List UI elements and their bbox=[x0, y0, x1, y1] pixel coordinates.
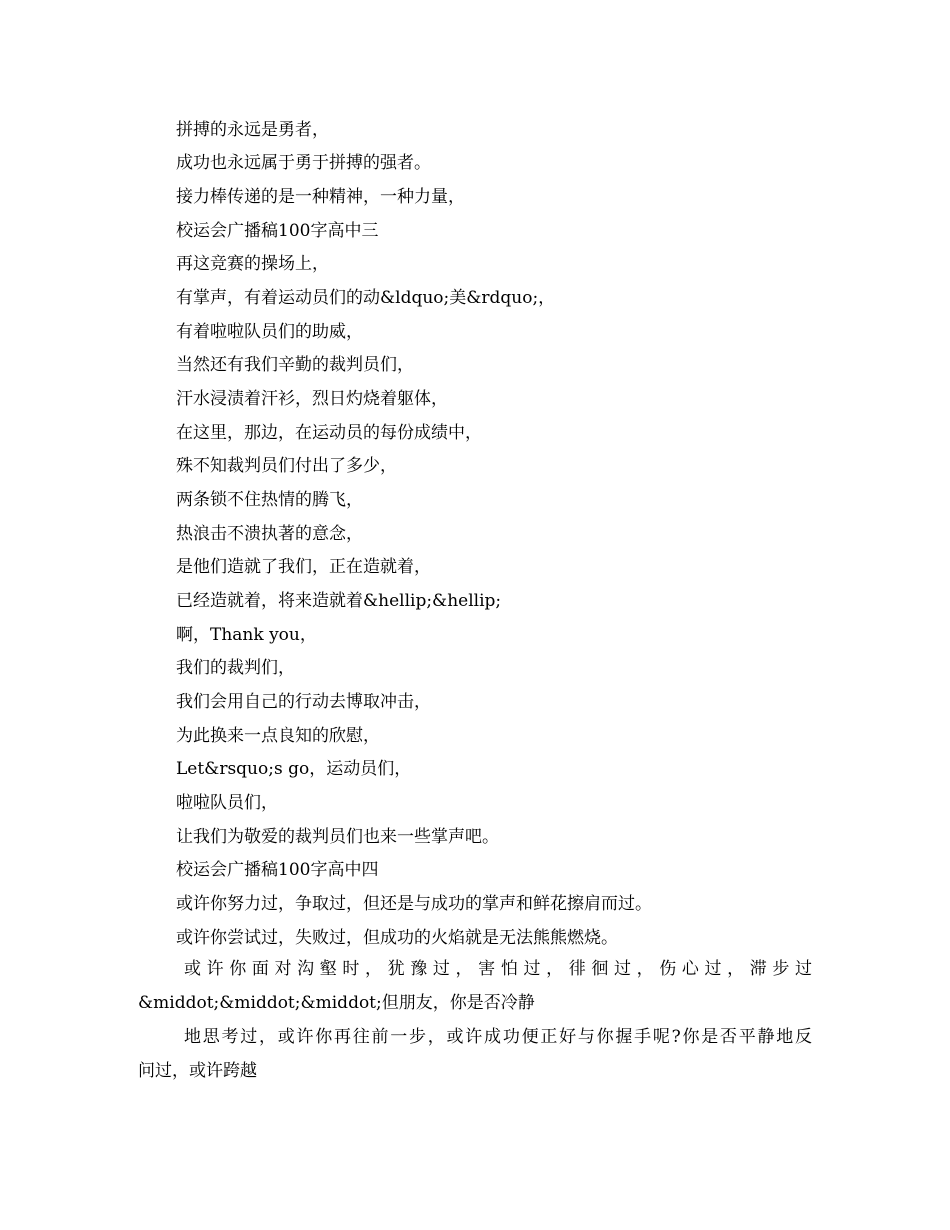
text-line: 啊，Thank you， bbox=[176, 625, 317, 645]
text-line: 已经造就着，将来造就着&hellip;&hellip; bbox=[176, 591, 502, 611]
text-line: 在这里，那边，在运动员的每份成绩中， bbox=[176, 423, 482, 443]
text-line: 两条锁不住热情的腾飞， bbox=[176, 490, 363, 510]
text-line: 是他们造就了我们，正在造就着， bbox=[176, 557, 431, 577]
text-line: 当然还有我们辛勤的裁判员们， bbox=[176, 355, 414, 375]
text-line: 热浪击不溃执著的意念， bbox=[176, 524, 363, 544]
paragraph bbox=[138, 1020, 812, 1088]
text-line: 殊不知裁判员们付出了多少， bbox=[176, 456, 397, 476]
text-line: 或许你努力过，争取过，但还是与成功的掌声和鲜花擦肩而过。 bbox=[176, 894, 652, 914]
text-line: 汗水浸渍着汗衫，烈日灼烧着躯体， bbox=[176, 389, 448, 409]
text-line: Let&rsquo;s go，运动员们， bbox=[176, 759, 412, 779]
text-line: 或许你尝试过，失败过，但成功的火焰就是无法熊熊燃烧。 bbox=[176, 928, 618, 948]
text-line: 让我们为敬爱的裁判员们也来一些掌声吧。 bbox=[176, 827, 499, 847]
text-line: 我们的裁判们， bbox=[176, 658, 295, 678]
text-line: 我们会用自己的行动去博取冲击， bbox=[176, 692, 431, 712]
text-line: 啦啦队员们， bbox=[176, 793, 278, 813]
text-line: 接力棒传递的是一种精神，一种力量， bbox=[176, 187, 465, 207]
paragraph-continuation: 问过，或许跨越 bbox=[138, 1061, 257, 1081]
paragraph-continuation: &middot;&middot;&middot;但朋友，你是否冷静 bbox=[138, 993, 535, 1013]
paragraph-first-line: 或许你面对沟壑时，犹豫过，害怕过，徘徊过，伤心过，滞步过 bbox=[184, 959, 812, 979]
paragraph bbox=[138, 952, 812, 1020]
text-line: 拼搏的永远是勇者， bbox=[176, 120, 329, 140]
text-line: 再这竞赛的操场上， bbox=[176, 254, 329, 274]
text-line: 成功也永远属于勇于拼搏的强者。 bbox=[176, 153, 431, 173]
text-line: 有掌声，有着运动员们的动&ldquo;美&rdquo;， bbox=[176, 288, 556, 308]
section-heading: 校运会广播稿100字高中三 bbox=[176, 221, 379, 241]
section-heading: 校运会广播稿100字高中四 bbox=[176, 860, 379, 880]
text-line: 有着啦啦队员们的助威， bbox=[176, 322, 363, 342]
paragraph-first-line: 地思考过，或许你再往前一步，或许成功便正好与你握手呢?你是否平静地反 bbox=[184, 1027, 812, 1047]
text-line: 为此换来一点良知的欣慰， bbox=[176, 726, 380, 746]
